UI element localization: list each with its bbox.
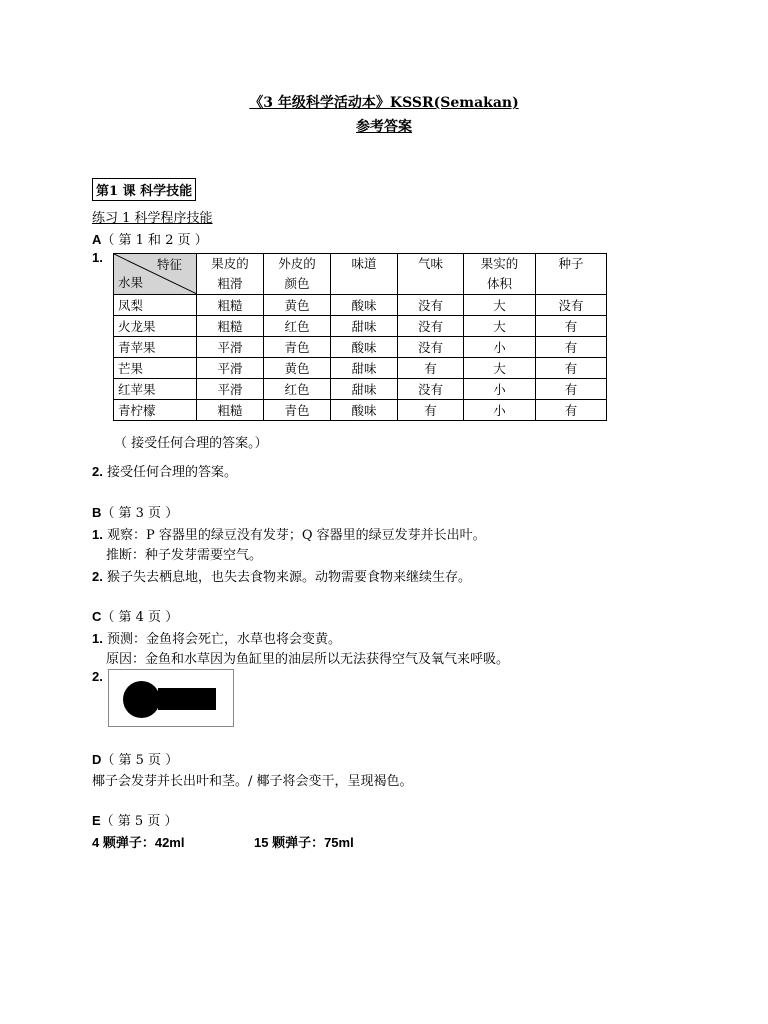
table-cell: 酸味 [331,337,398,358]
section-a-heading [92,229,208,248]
table-row [114,400,607,421]
table-cell: 没有 [398,379,464,400]
column-header: 味道 [331,254,398,295]
fruit-name-cell: 青柠檬 [114,400,197,421]
table-cell: 没有 [536,295,607,316]
question-a1-number: 1. [92,250,103,265]
question-b1-inference: 推断：种子发芽需要空气。 [106,548,263,563]
fruit-name-cell: 红苹果 [114,379,197,400]
document-title: 《3 年级科学活动本》KSSR(Semakan) [249,95,519,111]
answer-text: 接受任何合理的答案。 [106,465,237,480]
corner-label-fruit: 水果 [118,275,144,290]
section-b-letter: B [92,505,102,520]
table-cell: 粗糙 [197,400,264,421]
table-cell: 酸味 [331,400,398,421]
section-e-pages: （ 第 5 页 ） [100,814,178,829]
corner-label-feature: 特征 [156,257,182,272]
section-e-heading [92,810,177,829]
table-row [114,379,607,400]
question-number: 2. [92,569,103,584]
table-cell: 平滑 [197,379,264,400]
section-e-letter: E [92,813,101,828]
table-cell: 青色 [264,337,331,358]
rectangle-shape [158,688,216,710]
table-cell: 粗糙 [197,295,264,316]
table-row [114,358,607,379]
column-header: 外皮的 颜色 [264,254,331,295]
question-number: 1. [92,631,103,646]
table-cell: 黄色 [264,358,331,379]
table-cell: 小 [464,400,536,421]
question-number: 1. [92,527,103,542]
section-c-letter: C [92,609,102,624]
table-cell: 平滑 [197,337,264,358]
answer-e-2: 15 颗弹子：75ml [254,835,354,850]
section-c-pages: （ 第 4 页 ） [101,610,179,625]
table-cell: 大 [464,295,536,316]
table-cell: 没有 [398,316,464,337]
section-b-pages: （ 第 3 页 ） [101,506,179,521]
fruit-name-cell: 芒果 [114,358,197,379]
question-c1-reason: 原因：金鱼和水草因为鱼缸里的油层所以无法获得空气及氧气来呼吸。 [106,652,510,667]
table-header-row [114,254,607,295]
question-b2 [92,566,471,585]
column-header: 气味 [398,254,464,295]
answer-text: 观察：P 容器里的绿豆没有发芽；Q 容器里的绿豆发芽并长出叶。 [106,528,486,543]
answer-d: 椰子会发芽并长出叶和茎。/ 椰子将会变干，呈现褐色。 [92,774,413,789]
section-b-heading [92,502,178,521]
table-cell: 青色 [264,400,331,421]
section-d-heading [92,749,178,768]
table-note: （ 接受任何合理的答案。） [114,436,268,451]
table-cell: 平滑 [197,358,264,379]
table-row [114,295,607,316]
section-a-letter: A [92,232,102,247]
lesson-title: 第1 课 科学技能 [92,178,196,201]
table-cell: 有 [398,358,464,379]
table-cell: 没有 [398,337,464,358]
table-cell: 没有 [398,295,464,316]
table-cell: 大 [464,358,536,379]
section-d-letter: D [92,752,102,767]
table-cell: 粗糙 [197,316,264,337]
column-header: 果皮的 粗滑 [197,254,264,295]
table-cell: 红色 [264,316,331,337]
table-corner-cell [114,254,197,295]
table-cell: 有 [536,379,607,400]
answer-e-1: 4 颗弹子：42ml [92,835,185,850]
answer-text: 猴子失去栖息地，也失去食物来源。动物需要食物来继续生存。 [106,570,471,585]
table-cell: 黄色 [264,295,331,316]
column-header: 种子 [536,254,607,295]
table-cell: 有 [536,316,607,337]
document-subtitle: 参考答案 [356,119,412,135]
fruit-characteristics-table [113,253,607,421]
table-cell: 甜味 [331,316,398,337]
fruit-name-cell: 青苹果 [114,337,197,358]
circle-shape [123,681,160,718]
question-c1-prediction [92,628,341,647]
table-row [114,337,607,358]
table-cell: 有 [536,400,607,421]
table-cell: 有 [536,358,607,379]
fruit-name-cell: 凤梨 [114,295,197,316]
table-cell: 小 [464,337,536,358]
table-cell: 酸味 [331,295,398,316]
exercise-title: 练习 1 科学程序技能 [92,211,213,226]
section-a-pages: （ 第 1 和 2 页 ） [101,233,208,248]
table-cell: 甜味 [331,379,398,400]
column-header: 果实的 体积 [464,254,536,295]
table-row [114,316,607,337]
question-number: 2. [92,464,103,479]
section-c-heading [92,606,178,625]
table-cell: 有 [398,400,464,421]
table-cell: 小 [464,379,536,400]
question-a2 [92,461,237,480]
answer-text: 预测：金鱼将会死亡，水草也将会变黄。 [106,632,341,647]
section-d-pages: （ 第 5 页 ） [101,753,179,768]
table-cell: 甜味 [331,358,398,379]
table-cell: 红色 [264,379,331,400]
table-cell: 有 [536,337,607,358]
table-cell: 大 [464,316,536,337]
question-c2-number: 2. [92,669,103,684]
fruit-name-cell: 火龙果 [114,316,197,337]
question-b1-observation [92,524,486,543]
